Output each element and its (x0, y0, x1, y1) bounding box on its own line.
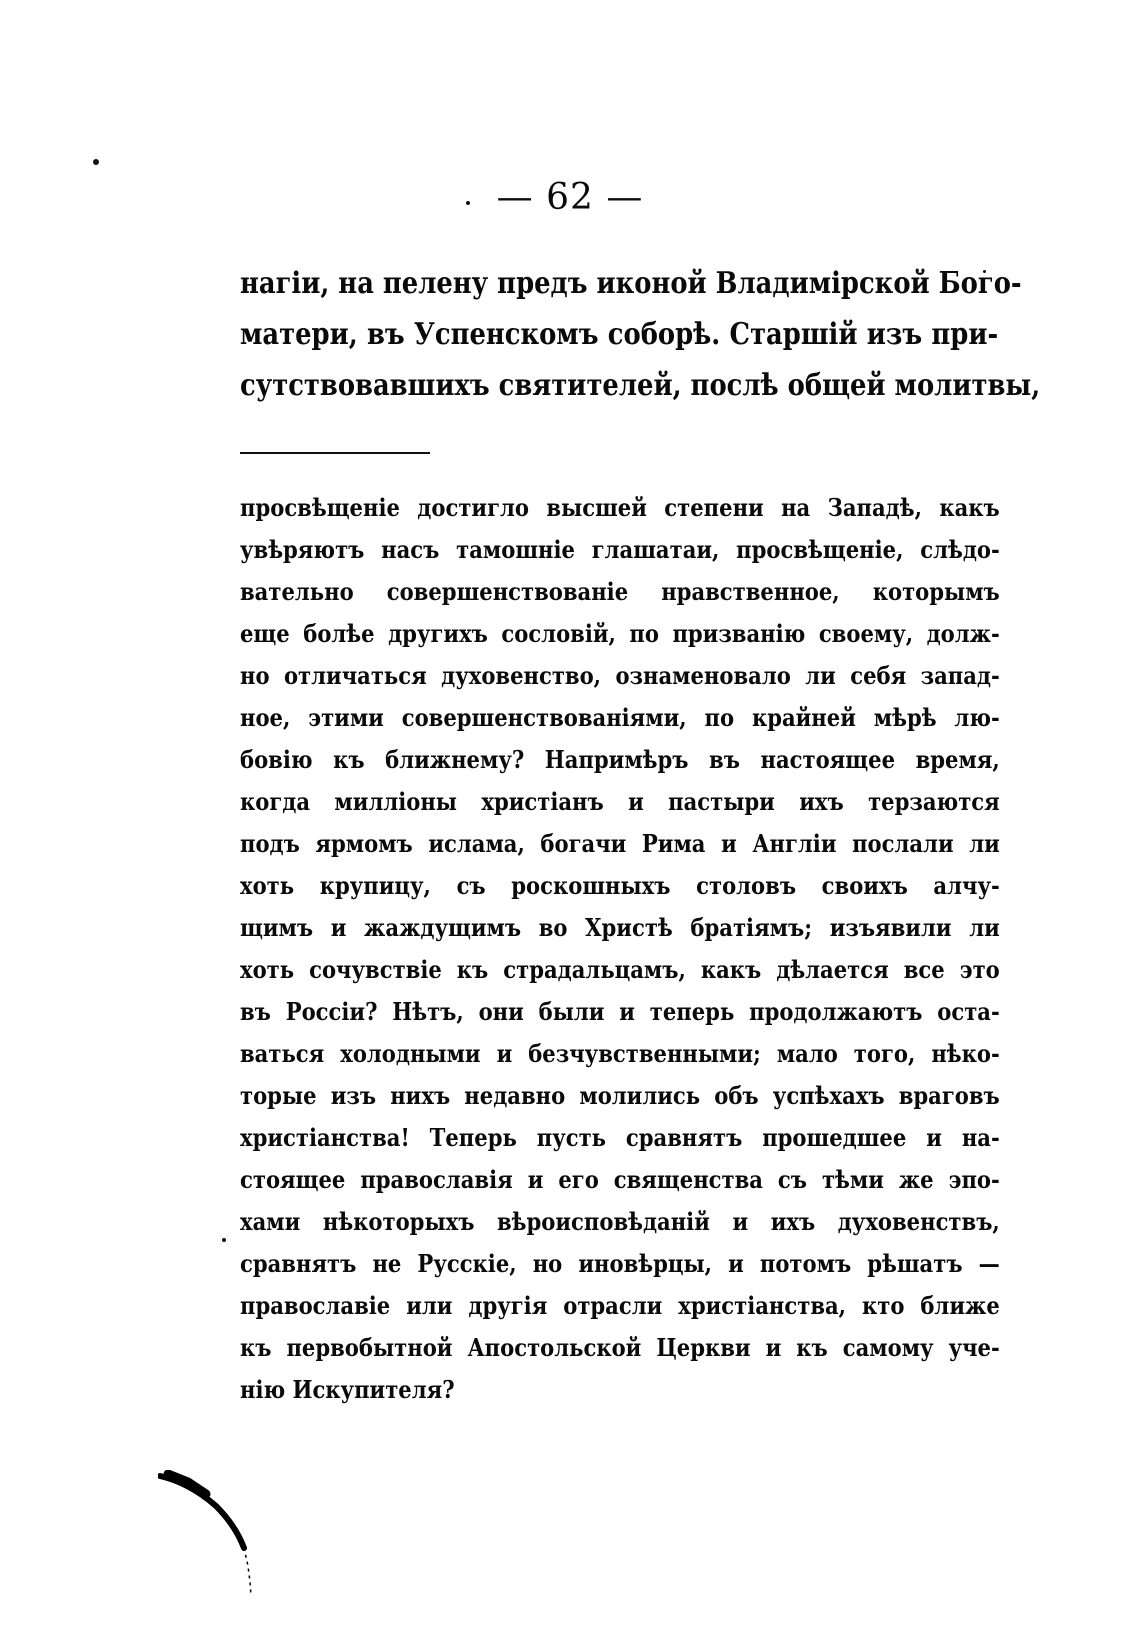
ink-speck (93, 159, 99, 165)
ink-speck (222, 1238, 226, 1242)
footnote-line: хами нѣкоторыхъ вѣроисповѣданій и ихъ духовенствъ, (240, 1207, 1000, 1236)
footnote-line: хоть крупицу, съ роскошныхъ столовъ своихъ алчу- (240, 871, 1000, 900)
page-number: — 62 — (496, 177, 644, 218)
footnote-line: въ Россіи? Нѣтъ, они были и теперь продолжаютъ оста- (240, 997, 1000, 1026)
footnote-line: православіе или другія отрасли христіанства, кто ближе (240, 1291, 1000, 1320)
footnote-line: бовію къ ближнему? Напримѣръ въ настоящее время, (240, 745, 1000, 774)
footnote-line: христіанства! Теперь пусть сравнятъ прошедшее и на- (240, 1123, 1000, 1152)
footnote-line: ное, этими совершенствованіями, по крайней мѣрѣ лю- (240, 703, 1000, 732)
footnote-line: хоть сочувствіе къ страдальцамъ, какъ дѣлается все это (240, 955, 1000, 984)
footnote-line: щимъ и жаждущимъ во Христѣ братіямъ; изъявили ли (240, 913, 1000, 942)
footnote-line: торые изъ нихъ недавно молились объ успѣхахъ враговъ (240, 1081, 1000, 1110)
footnote-line: ваться холодными и безчувственными; мало того, нѣко- (240, 1039, 1000, 1068)
footnote-line: подъ ярмомъ ислама, богачи Рима и Англіи послали ли (240, 829, 1000, 858)
footnote-rule (240, 452, 430, 454)
footnote-line: когда милліоны христіанъ и пастыри ихъ терзаются (240, 787, 1000, 816)
footnote-line: но отличаться духовенство, ознаменовало ли себя запад- (240, 661, 1000, 690)
footnote-line: просвѣщеніе достигло высшей степени на Западѣ, какъ (240, 493, 1000, 522)
footnote-line: къ первобытной Апостольской Церкви и къ самому уче- (240, 1333, 1000, 1362)
footnote-line: сравнятъ не Русскіе, но иновѣрцы, и потомъ рѣшатъ — (240, 1249, 1000, 1278)
footnote-line: вательно совершенствованіе нравственное, которымъ (240, 577, 1000, 606)
main-text-line: нагіи, на пелену предъ иконой Владимірской Бого- (240, 266, 1022, 301)
main-text-line: сутствовавшихъ святителей, послѣ общей молитвы, (240, 368, 1041, 403)
footnote-line: нію Искупителя? (240, 1375, 455, 1404)
footnote-line: стоящее православія и его священства съ тѣми же эпо- (240, 1165, 1000, 1194)
footnote-line: увѣряютъ насъ тамошніе глашатаи, просвѣщеніе, слѣдо- (240, 535, 1000, 564)
main-text-line: матери, въ Успенскомъ соборѣ. Старшій изъ при- (240, 317, 999, 352)
footnote (240, 487, 1000, 1411)
ink-scratch-mark (158, 1470, 268, 1600)
main-text (240, 258, 1041, 411)
footnote-line: еще болѣе другихъ сословій, по призванію своему, долж- (240, 619, 1000, 648)
